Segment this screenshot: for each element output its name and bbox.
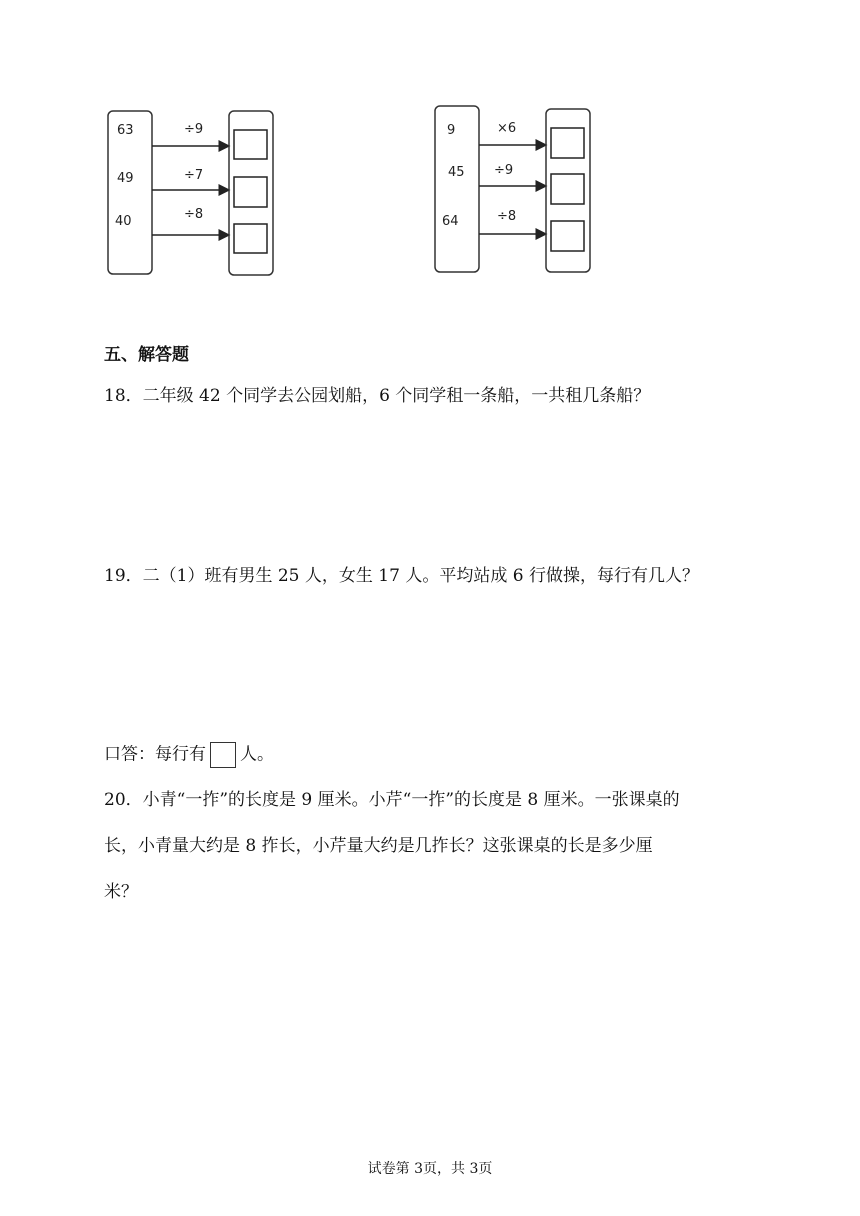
- answer-box[interactable]: [234, 177, 267, 207]
- input-value: 40: [115, 214, 132, 229]
- diagram-right: [435, 106, 590, 272]
- question-20-line-2: 长，小青量大约是 8 拃长，小芹量大约是几拃长？这张课桌的长是多少厘: [104, 836, 653, 856]
- input-value: 63: [117, 123, 134, 138]
- question-19-answer: [104, 742, 274, 768]
- page-footer: 试卷第 3页，共 3页: [367, 1161, 493, 1177]
- question-19: 19．二（1）班有男生 25 人，女生 17 人。平均站成 6 行做操，每行有几人？: [104, 566, 699, 586]
- question-18: 18．二年级 42 个同学去公园划船，6 个同学租一条船，一共租几条船？: [104, 386, 651, 406]
- input-column-right: [435, 106, 479, 272]
- answer-box[interactable]: [234, 130, 267, 159]
- diagram-left: [108, 111, 273, 275]
- input-value: 49: [117, 171, 134, 186]
- operation-label: ÷9: [494, 163, 514, 178]
- operation-label: ÷8: [497, 209, 517, 224]
- section-title: 五、解答题: [104, 345, 189, 365]
- operation-label: ×6: [497, 121, 517, 136]
- answer-box[interactable]: [551, 221, 584, 251]
- answer-box[interactable]: [551, 174, 584, 204]
- answer-box[interactable]: [234, 224, 267, 253]
- input-value: 64: [442, 214, 459, 229]
- question-20-line-1: 20．小青“一拃”的长度是 9 厘米。小芹“一拃”的长度是 8 厘米。一张课桌的: [104, 790, 680, 810]
- answer-box[interactable]: [210, 742, 236, 768]
- answer-box[interactable]: [551, 128, 584, 158]
- operation-label: ÷7: [184, 168, 204, 183]
- operation-label: ÷8: [184, 207, 204, 222]
- mapping-diagrams: [0, 0, 860, 300]
- answer-suffix: 人。: [240, 744, 274, 765]
- question-20-line-3: 米？: [104, 882, 138, 902]
- input-value: 9: [447, 123, 456, 138]
- input-value: 45: [448, 165, 465, 180]
- operation-label: ÷9: [184, 122, 204, 137]
- answer-prefix: 口答：每行有: [104, 744, 206, 765]
